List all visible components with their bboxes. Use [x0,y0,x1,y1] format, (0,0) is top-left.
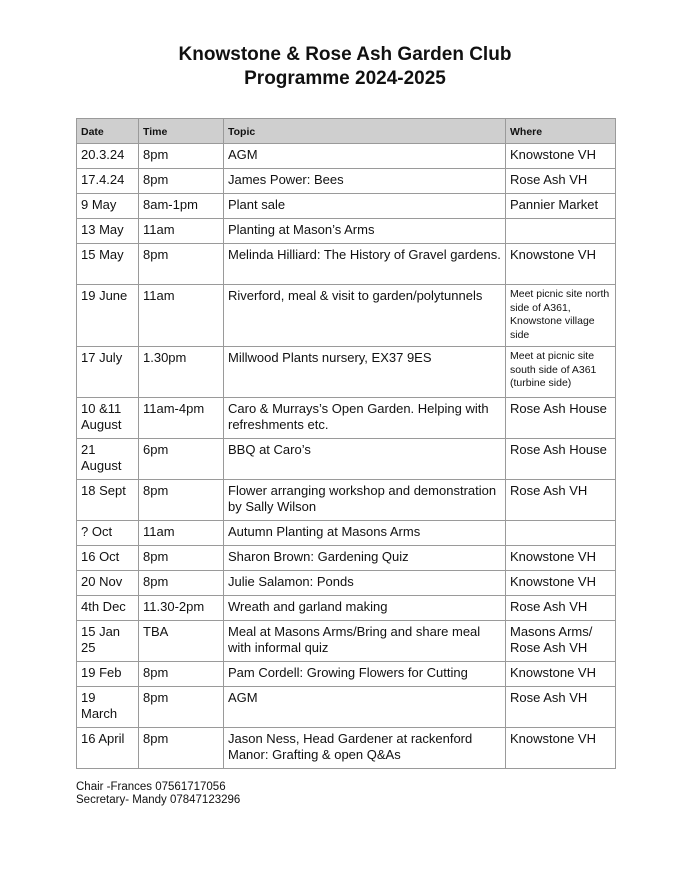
cell-where: Knowstone VH [506,728,616,769]
cell-date: 21 August [77,439,139,480]
table-row [77,244,616,285]
cell-topic: Autumn Planting at Masons Arms [224,521,506,546]
table-row [77,347,616,398]
cell-date: 4th Dec [77,596,139,621]
cell-date: ? Oct [77,521,139,546]
cell-date: 18 Sept [77,480,139,521]
cell-date: 9 May [77,194,139,219]
cell-date: 19 March [77,687,139,728]
cell-date: 16 Oct [77,546,139,571]
programme-table [76,118,616,769]
cell-time: 8pm [139,546,224,571]
cell-time: 8pm [139,144,224,169]
document-title [0,43,690,91]
header-date: Date [77,119,139,144]
cell-date: 17.4.24 [77,169,139,194]
cell-topic: Jason Ness, Head Gardener at rackenford Manor: Grafting & open Q&As [224,728,506,769]
cell-topic: Plant sale [224,194,506,219]
cell-topic: Julie Salamon: Ponds [224,571,506,596]
cell-topic: James Power: Bees [224,169,506,194]
cell-topic: Meal at Masons Arms/Bring and share meal with informal quiz [224,621,506,662]
table-row [77,546,616,571]
cell-topic: Planting at Mason’s Arms [224,219,506,244]
header-where: Where [506,119,616,144]
header-time: Time [139,119,224,144]
secretary-contact: Secretary- Mandy 07847123296 [76,794,241,806]
cell-date: 16 April [77,728,139,769]
cell-topic: AGM [224,687,506,728]
cell-where [506,521,616,546]
cell-topic: Melinda Hilliard: The History of Gravel gardens. [224,244,506,285]
cell-time: 8pm [139,687,224,728]
cell-time: TBA [139,621,224,662]
table-row [77,194,616,219]
cell-where: Rose Ash VH [506,687,616,728]
contacts [76,781,240,807]
cell-time: 1.30pm [139,347,224,398]
header-row [77,119,616,144]
cell-where: Knowstone VH [506,244,616,285]
cell-time: 8pm [139,728,224,769]
cell-where: Meet at picnic site south side of A361 (turbine side) [506,347,616,398]
cell-time: 8pm [139,244,224,285]
cell-date: 10 &11 August [77,398,139,439]
cell-time: 11am [139,285,224,347]
cell-where: Rose Ash House [506,439,616,480]
table-row [77,219,616,244]
cell-time: 8pm [139,571,224,596]
table-row [77,621,616,662]
cell-where: Rose Ash VH [506,169,616,194]
cell-where: Rose Ash House [506,398,616,439]
cell-date: 20 Nov [77,571,139,596]
cell-date: 15 Jan 25 [77,621,139,662]
cell-date: 19 Feb [77,662,139,687]
table-row [77,144,616,169]
cell-topic: Caro & Murrays’s Open Garden. Helping with refreshments etc. [224,398,506,439]
table-row [77,398,616,439]
cell-where: Rose Ash VH [506,596,616,621]
cell-where: Rose Ash VH [506,480,616,521]
table-row [77,439,616,480]
cell-date: 19 June [77,285,139,347]
table-row [77,480,616,521]
cell-time: 8pm [139,662,224,687]
cell-topic: Pam Cordell: Growing Flowers for Cutting [224,662,506,687]
cell-topic: Millwood Plants nursery, EX37 9ES [224,347,506,398]
chair-contact: Chair -Frances 07561717056 [76,781,226,793]
table-row [77,596,616,621]
cell-time: 8pm [139,169,224,194]
cell-topic: Flower arranging workshop and demonstration by Sally Wilson [224,480,506,521]
cell-where: Knowstone VH [506,571,616,596]
table-row [77,169,616,194]
cell-time: 8pm [139,480,224,521]
cell-where: Meet picnic site north side of A361, Knowstone village side [506,285,616,347]
table-row [77,662,616,687]
table-row [77,285,616,347]
cell-date: 20.3.24 [77,144,139,169]
table-row [77,687,616,728]
cell-time: 8am-1pm [139,194,224,219]
cell-date: 13 May [77,219,139,244]
programme-rows [77,144,616,769]
header-topic: Topic [224,119,506,144]
cell-time: 11am-4pm [139,398,224,439]
cell-where [506,219,616,244]
table-row [77,728,616,769]
cell-where: Knowstone VH [506,144,616,169]
cell-topic: Wreath and garland making [224,596,506,621]
cell-where: Masons Arms/ Rose Ash VH [506,621,616,662]
cell-where: Pannier Market [506,194,616,219]
cell-topic: Riverford, meal & visit to garden/polytunnels [224,285,506,347]
title-line-club: Knowstone & Rose Ash Garden Club [178,44,512,65]
table-row [77,521,616,546]
cell-time: 6pm [139,439,224,480]
cell-where: Knowstone VH [506,546,616,571]
table-row [77,571,616,596]
cell-date: 17 July [77,347,139,398]
cell-topic: Sharon Brown: Gardening Quiz [224,546,506,571]
cell-time: 11am [139,219,224,244]
cell-topic: AGM [224,144,506,169]
cell-where: Knowstone VH [506,662,616,687]
title-line-programme: Programme 2024-2025 [244,68,446,89]
cell-time: 11am [139,521,224,546]
cell-topic: BBQ at Caro’s [224,439,506,480]
cell-date: 15 May [77,244,139,285]
cell-time: 11.30-2pm [139,596,224,621]
